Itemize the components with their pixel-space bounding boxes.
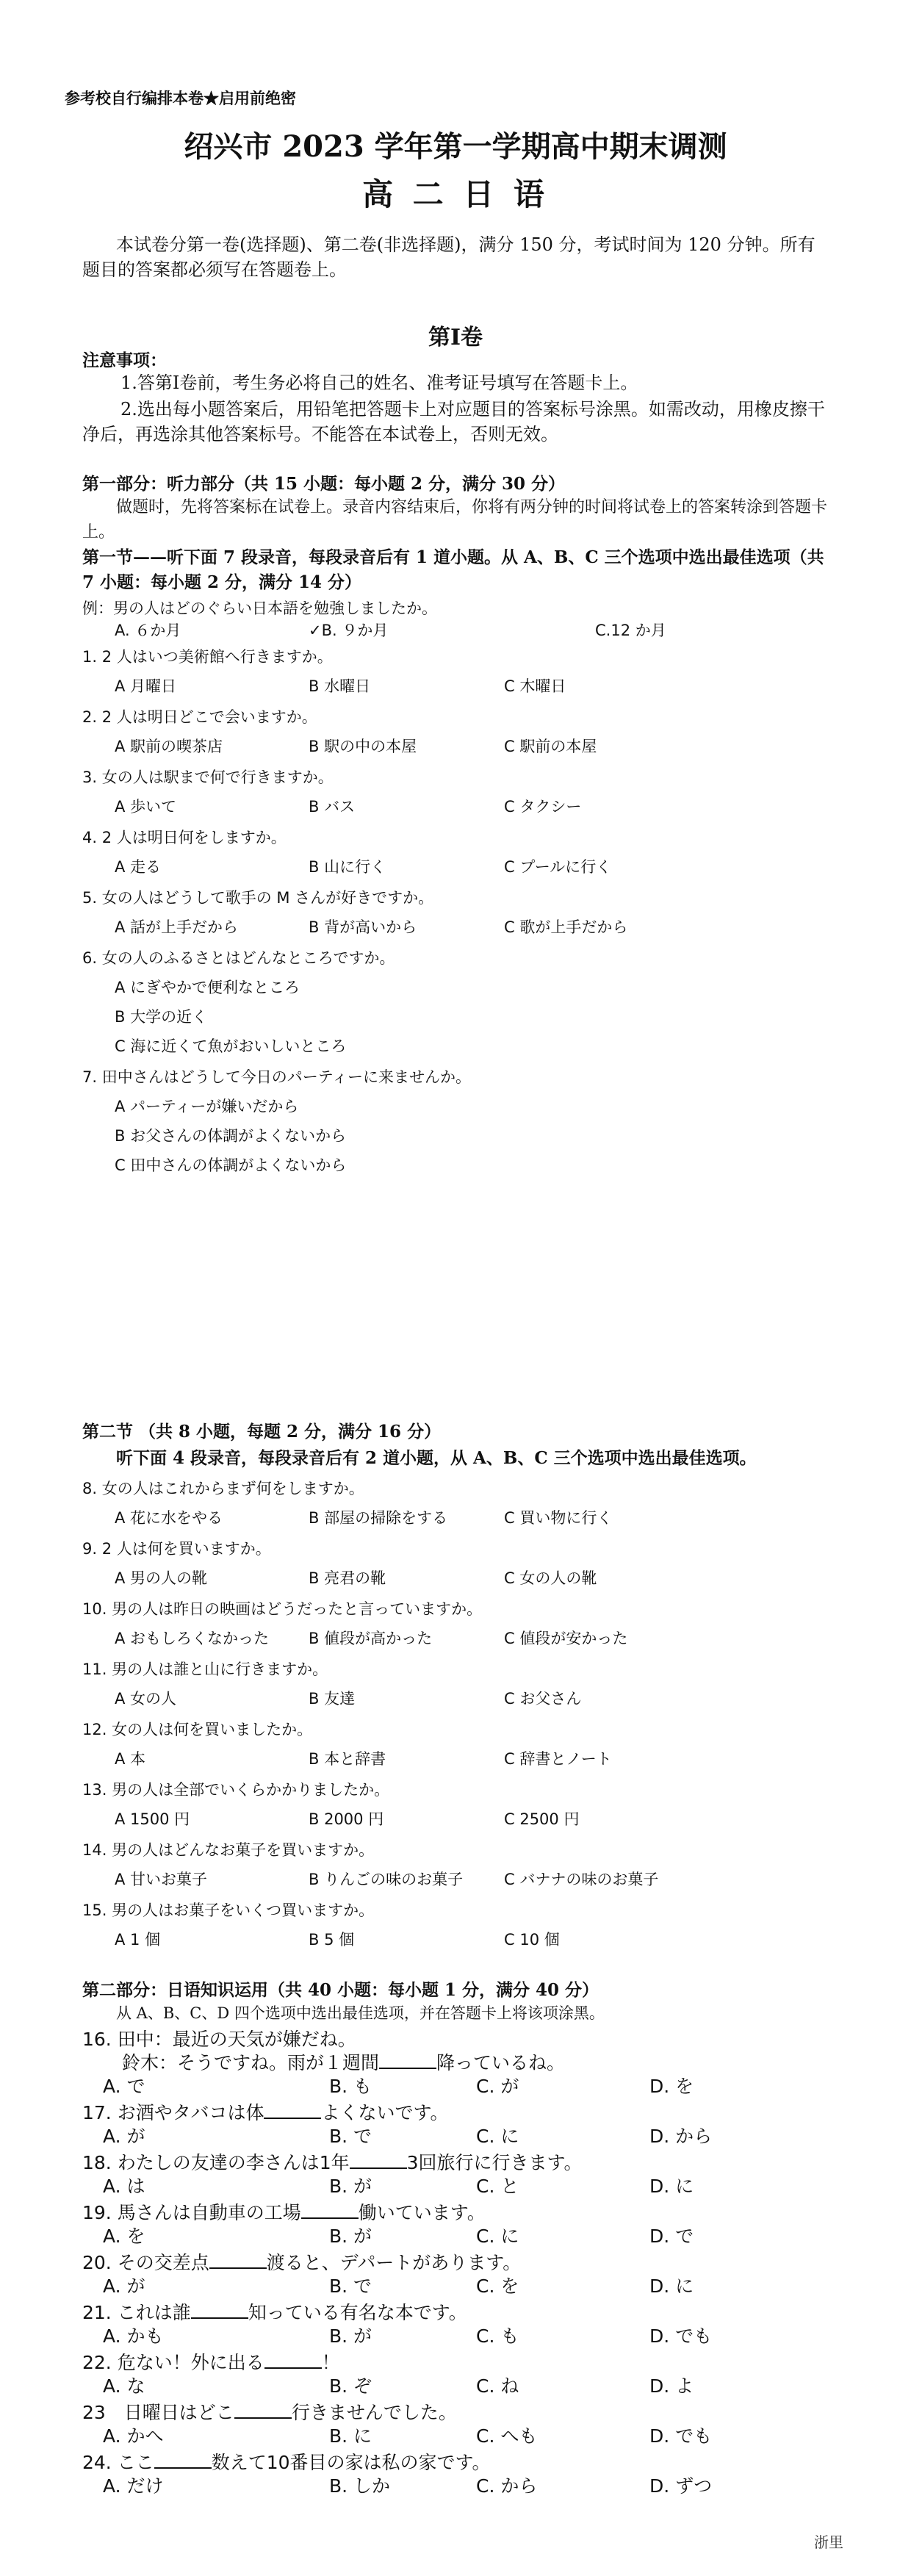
q12-option-a: A 本 [115,1750,146,1768]
q16-option-c: C. が [476,2076,519,2097]
example-option-b: ✓B. ９か月 [309,622,389,639]
question-3: 3. 女の人は駅まで何で行きますか。 [82,769,334,786]
q5-option-a: A 話が上手だから [115,918,239,936]
q23-text-b: 行きませんでした。 [291,2402,457,2423]
q5-option-c: C 歌が上手だから [504,918,628,936]
q19-option-b: B. が [329,2226,372,2247]
section1-title: 第一节——听下面 7 段录音，每段录音后有 1 道小题。从 A、B、C 三个选项中选出最佳选项（共 7 小题：每小题 2 分，满分 14 分） [82,547,824,592]
question-15: 15. 男の人はお菓子をいくつ買いますか。 [82,1902,375,1919]
q21-blank [191,2304,248,2319]
q18-blank [350,2154,407,2169]
q24-option-d: D. ずつ [649,2475,713,2497]
part1-title: 第Ⅰ卷 [428,325,483,350]
q6-option-b: B 大学の近く [115,1008,208,1026]
q18-option-d: D. に [649,2176,694,2197]
q22-blank [264,2354,322,2369]
confidential-note: 参考校自行编排本卷★启用前绝密 [65,89,296,107]
q17-option-a: A. が [103,2126,145,2147]
q5-option-b: B 背が高いから [309,918,417,936]
q13-option-a: A 1500 円 [115,1810,190,1828]
question-18 [82,2148,583,2175]
q9-option-a: A 男の人の靴 [115,1569,208,1587]
question-24 [82,2448,491,2475]
q7-option-b: B お父さんの体調がよくないから [115,1127,347,1145]
q4-option-b: B 山に行く [309,858,386,876]
question-1: 1. 2 人はいつ美術館へ行きますか。 [82,648,333,666]
q1-option-b: B 水曜日 [309,677,371,695]
q22-option-a: A. な [103,2375,145,2397]
knowledge-title: 第二部分：日语知识运用（共 40 小题：每小题 1 分，满分 40 分） [82,1980,599,2000]
q2-option-a: A 駅前の喫茶店 [115,738,223,755]
listening-instruction: 做题时，先将答案标在试卷上。录音内容结束后，你将有两分钟的时间将试卷上的答案转涂到答题卡上。 [82,498,828,542]
q23-option-d: D. でも [649,2425,713,2447]
q10-option-c: C 値段が安かった [504,1630,628,1647]
q22-text-b: ！ [321,2352,340,2373]
q23-option-c: C. へも [476,2425,538,2447]
q19-text-b: 働いています。 [358,2202,486,2223]
q19-option-d: D. で [649,2226,694,2247]
q16-option-b: B. も [329,2076,372,2097]
q18-option-a: A. は [103,2176,145,2197]
q19-option-c: C. に [476,2226,519,2247]
question-7: 7. 田中さんはどうして今日のパーティーに来ませんか。 [82,1068,472,1086]
q12-option-c: C 辞書とノート [504,1750,612,1768]
q17-option-d: D. から [649,2126,713,2147]
q23-option-b: B. に [329,2425,372,2447]
question-8: 8. 女の人はこれからまず何をしますか。 [82,1480,364,1497]
q3-option-a: A 歩いて [115,798,177,816]
exam-subject: 高 二 日 语 [362,176,549,212]
q23-text-a: 23 日曜日はどこ [82,2402,234,2423]
q22-option-b: B. ぞ [329,2375,372,2397]
exam-intro: 本试卷分第一卷(选择题)、第二卷(非选择题)，满分 150 分，考试时间为 120 分钟。所有题目的答案都必须写在答题卷上。 [82,234,815,280]
q1-option-a: A 月曜日 [115,677,177,695]
q20-option-c: C. を [476,2275,519,2297]
example-question: 例：男の人はどのぐらい日本語を勉強しましたか。 [82,600,437,617]
q20-text-a: 20. その交差点 [82,2252,209,2273]
q19-option-a: A. を [103,2226,145,2247]
q24-option-a: A. だけ [103,2475,164,2497]
q15-option-c: C 10 個 [504,1931,560,1949]
q21-option-b: B. が [329,2325,372,2347]
q22-text-a: 22. 危ない！外に出る [82,2352,264,2373]
q22-option-c: C. ね [476,2375,519,2397]
q20-option-a: A. が [103,2275,145,2297]
q23-blank [234,2404,292,2419]
q10-option-b: B 値段が高かった [309,1630,433,1647]
q17-text-b: よくないです。 [321,2102,449,2123]
q21-text-b: 知っている有名な本です。 [248,2302,467,2323]
q16-text-a: 鈴木：そうですね。雨が１週間 [122,2052,380,2073]
q23-option-a: A. かへ [103,2425,164,2447]
question-17 [82,2098,448,2125]
q11-option-b: B 友達 [309,1690,356,1708]
q14-option-a: A 甘いお菓子 [115,1871,208,1888]
footer-region: 浙里 [814,2533,843,2551]
q16-text-b: 降っているね。 [436,2052,566,2073]
question-5: 5. 女の人はどうして歌手の M さんが好きですか。 [82,889,434,907]
example-option-c: C.12 か月 [595,622,666,639]
question-9: 9. 2 人は何を買いますか。 [82,1540,271,1558]
q13-option-b: B 2000 円 [309,1810,384,1828]
q4-option-a: A 走る [115,858,162,876]
q17-option-b: B. で [329,2126,372,2147]
exam-title: 绍兴市 2023 学年第一学期高中期末调测 [184,129,727,164]
q15-option-b: B 5 個 [309,1931,355,1949]
q21-text-a: 21. これは誰 [82,2302,191,2323]
q24-blank [154,2454,212,2469]
question-12: 12. 女の人は何を買いましたか。 [82,1721,313,1738]
q3-option-b: B バス [309,798,356,816]
q2-option-b: B 駅の中の本屋 [309,738,417,755]
q9-option-c: C 女の人の靴 [504,1569,597,1587]
example-option-a: A. ６か月 [115,622,181,639]
section2-title: 第二节 （共 8 小题，每题 2 分，满分 16 分） [82,1422,442,1442]
q1-option-c: C 木曜日 [504,677,566,695]
question-23 [82,2398,457,2425]
q22-option-d: D. よ [649,2375,694,2397]
q18-option-b: B. が [329,2176,372,2197]
question-2: 2. 2 人は明日どこで会いますか。 [82,708,317,726]
q21-option-a: A. かも [103,2325,164,2347]
q24-option-c: C. から [476,2475,538,2497]
q7-option-c: C 田中さんの体調がよくないから [115,1156,347,1174]
q24-text-b: 数えて10番目の家は私の家です。 [211,2452,491,2473]
question-22 [82,2348,340,2375]
question-16-line2 [122,2048,565,2075]
q24-text-a: 24. ここ [82,2452,154,2473]
q21-option-d: D. でも [649,2325,713,2347]
q13-option-c: C 2500 円 [504,1810,580,1828]
q17-option-c: C. に [476,2126,519,2147]
notes-title: 注意事项： [82,350,167,370]
q20-option-d: D. に [649,2275,694,2297]
q17-blank [264,2104,321,2119]
question-16: 16. 田中：最近の天気が嫌だね。 [82,2029,356,2050]
q8-option-b: B 部屋の掃除をする [309,1509,448,1527]
q11-option-a: A 女の人 [115,1690,177,1708]
question-4: 4. 2 人は明日何をしますか。 [82,829,287,846]
q3-option-c: C タクシー [504,798,582,816]
q16-option-a: A. で [103,2076,145,2097]
q20-text-b: 渡ると、デパートがあります。 [266,2252,522,2273]
question-13: 13. 男の人は全部でいくらかかりましたか。 [82,1781,390,1799]
q8-option-a: A 花に水をやる [115,1509,223,1527]
q19-blank [301,2204,359,2219]
question-14: 14. 男の人はどんなお菓子を買いますか。 [82,1841,375,1859]
q19-text-a: 19. 馬さんは自動車の工場 [82,2202,301,2223]
note-1: 1.答第Ⅰ卷前，考生务必将自己的姓名、准考证号填写在答题卡上。 [120,373,638,393]
q17-text-a: 17. お酒やタバコは体 [82,2102,264,2123]
question-6: 6. 女の人のふるさとはどんなところですか。 [82,949,395,967]
q14-option-b: B りんごの味のお菓子 [309,1871,464,1888]
q16-option-d: D. を [649,2076,694,2097]
listening-title: 第一部分：听力部分（共 15 小题：每小题 2 分，满分 30 分） [82,474,566,494]
q14-option-c: C バナナの味のお菓子 [504,1871,659,1888]
q8-option-c: C 買い物に行く [504,1509,613,1527]
q18-text-a: 18. わたしの友達の李さんは1年 [82,2152,350,2173]
q24-option-b: B. しか [329,2475,391,2497]
q4-option-c: C プールに行く [504,858,612,876]
q18-option-c: C. と [476,2176,519,2197]
question-21 [82,2298,467,2325]
note-2: 2.选出每小题答案后，用铅笔把答题卡上对应题目的答案标号涂黑。如需改动，用橡皮擦干净后，再选涂其他答案标号。不能答在本试卷上，否则无效。 [82,399,825,445]
q10-option-a: A おもしろくなかった [115,1630,270,1647]
q18-text-b: 3回旅行に行きます。 [406,2152,583,2173]
question-20 [82,2248,521,2275]
q9-option-b: B 亮君の靴 [309,1569,386,1587]
q2-option-c: C 駅前の本屋 [504,738,597,755]
q11-option-c: C お父さん [504,1690,582,1708]
q20-blank [209,2254,267,2269]
q15-option-a: A 1 個 [115,1931,161,1949]
q20-option-b: B. で [329,2275,372,2297]
section2-instruction: 听下面 4 段录音，每段录音后有 2 道小题，从 A、B、C 三个选项中选出最佳选项。 [116,1448,757,1468]
question-11: 11. 男の人は誰と山に行きますか。 [82,1661,328,1678]
knowledge-instruction: 从 A、B、C、D 四个选项中选出最佳选项，并在答题卡上将该项涂黑。 [116,2004,605,2022]
q6-option-c: C 海に近くて魚がおいしいところ [115,1037,347,1055]
question-10: 10. 男の人は昨日の映画はどうだったと言っていますか。 [82,1600,483,1618]
question-19 [82,2198,486,2225]
q6-option-a: A にぎやかで便利なところ [115,979,300,996]
q21-option-c: C. も [476,2325,519,2347]
q12-option-b: B 本と辞書 [309,1750,386,1768]
q7-option-a: A パーティーが嫌いだから [115,1098,299,1115]
q16-blank [379,2054,436,2069]
